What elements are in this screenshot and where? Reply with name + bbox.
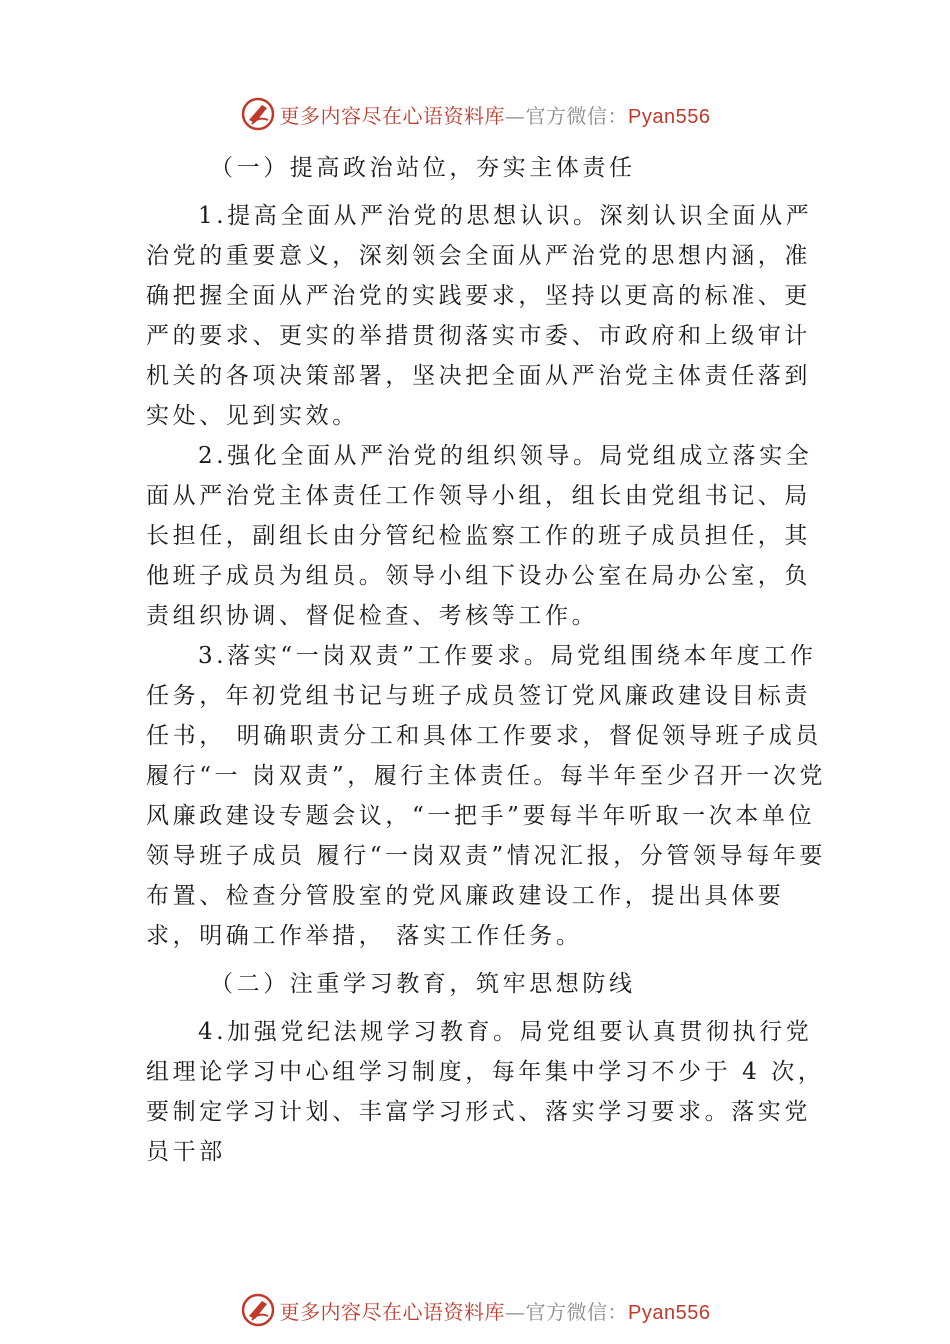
watermark-banner-bottom — [0, 1290, 950, 1330]
paragraph: 4.加强党纪法规学习教育。局党组要认真贯彻执行党组理论学习中心组学习制度，每年集中学习不少于 4 次，要制定学习计划、丰富学习形式、落实学习要求。落实党员干部 — [146, 1019, 825, 1165]
paragraph: 3.落实“一岗双责”工作要求。局党组围绕本年度工作任务，年初党组书记与班子成员签订党风廉政建设目标责任书， 明确职责分工和具体工作要求，督促领导班子成员履行“一 岗双责”，履行主体责任。每半年至少召开一次党风廉政建设专题会议，“一把手”要每半年听取一次本单位领导班子成员 履行“一岗双责”情况汇报，分管领导每年要布置、检查分管股室的党风廉政建设工作，提出具体要求，明确工作举措， 落实工作任务。 — [146, 643, 827, 949]
paragraph: 2.强化全面从严治党的组织领导。局党组成立落实全面从严治党主体责任工作领导小组，组长由党组书记、局长担任，副组长由分管纪检监察工作的班子成员担任，其他班子成员为组员。领导小组下设办公室在局办公室，负责组织协调、督促检查、考核等工作。 — [146, 443, 813, 629]
section-heading: （一）提高政治站位，夯实主体责任 — [210, 155, 636, 181]
watermark-banner-top — [0, 94, 950, 134]
watermark-text: 更多内容尽在心语资料库—官方微信：Pyan556 — [279, 103, 711, 128]
seal-logo-icon — [240, 96, 276, 132]
watermark-text: 更多内容尽在心语资料库—官方微信：Pyan556 — [279, 1299, 711, 1324]
seal-logo-icon — [240, 1292, 276, 1328]
section-heading: （二）注重学习教育，筑牢思想防线 — [210, 971, 636, 997]
paragraph: 1.提高全面从严治党的思想认识。深刻认识全面从严治党的重要意义，深刻领会全面从严治党的思想内涵，准确把握全面从严治党的实践要求，坚持以更高的标准、更严的要求、更实的举措贯彻落实市委、市政府和上级审计机关的各项决策部署，坚决把全面从严治党主体责任落到实处、见到实效。 — [146, 203, 813, 429]
document-body — [146, 148, 836, 1172]
